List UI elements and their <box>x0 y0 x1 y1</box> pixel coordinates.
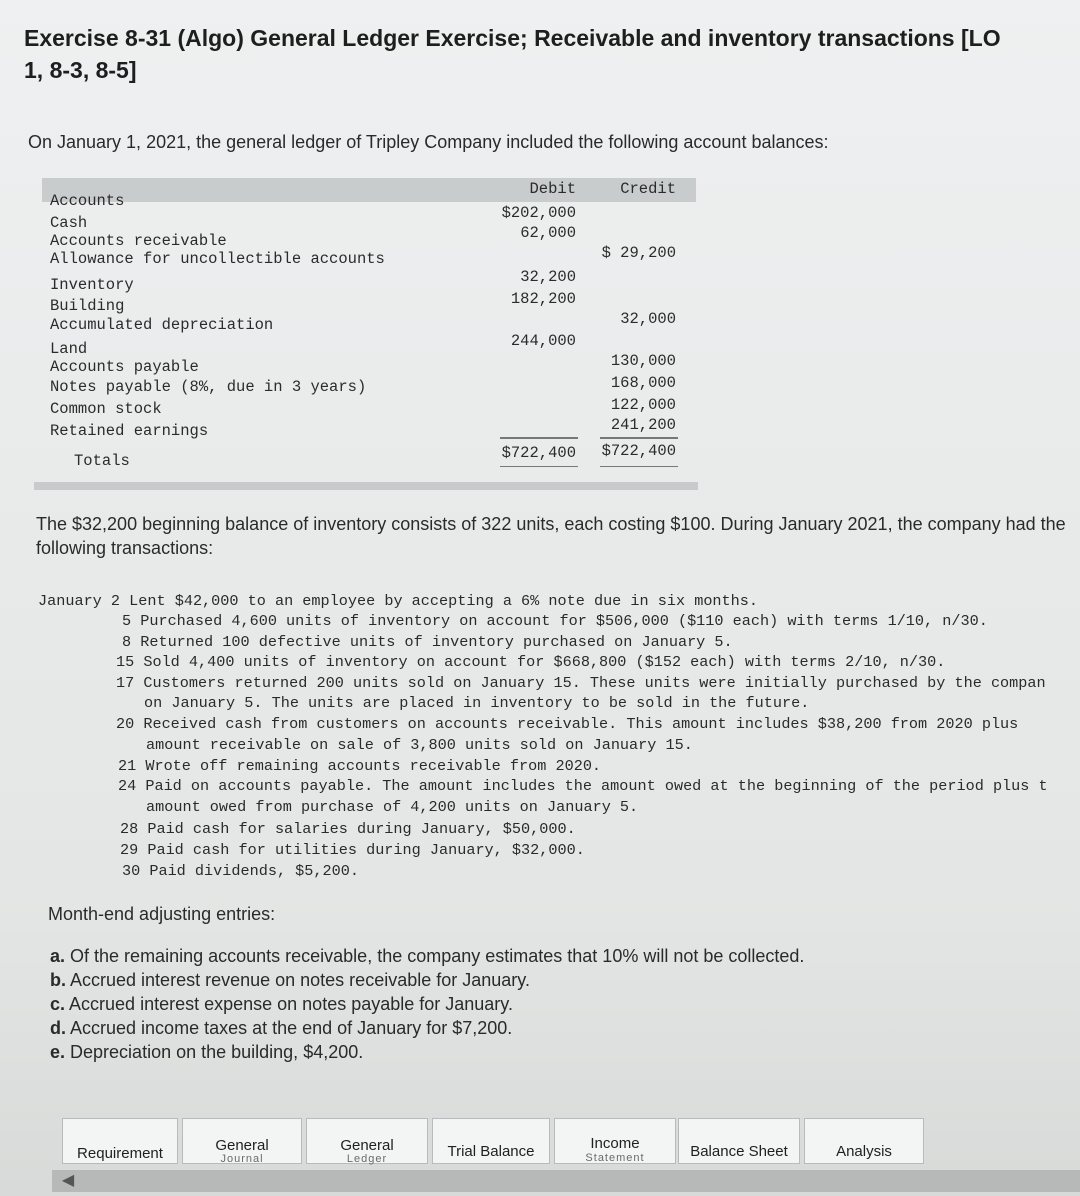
ledger-row-account: Retained earnings <box>50 422 209 440</box>
transaction-line: 5 Purchased 4,600 units of inventory on account for $506,000 ($110 each) with terms 1/10, n/30. <box>122 612 988 630</box>
transaction-line: 15 Sold 4,400 units of inventory on account for $668,800 ($152 each) with terms 2/10, n/30. <box>116 653 946 671</box>
adjusting-item-letter: c. <box>50 994 66 1014</box>
adjusting-item-text: Accrued interest revenue on notes receivable for January. <box>70 970 530 990</box>
tab-general-ledger[interactable] <box>306 1118 428 1164</box>
adjusting-item <box>50 1042 363 1063</box>
tab-general-journal[interactable] <box>182 1118 302 1164</box>
ledger-row-account: Accounts receivable <box>50 232 227 250</box>
tab-label: General <box>215 1137 269 1154</box>
transaction-line: 24 Paid on accounts payable. The amount includes the amount owed at the beginning of the period plus t <box>118 777 1048 795</box>
tab-label: General <box>340 1137 394 1154</box>
transactions-list <box>38 592 1080 884</box>
ledger-row-credit: 32,000 <box>620 310 676 328</box>
adjusting-item <box>50 946 804 967</box>
transaction-line: amount owed from purchase of 4,200 units on January 5. <box>146 798 639 816</box>
transaction-line: amount receivable on sale of 3,800 units sold on January 15. <box>146 736 693 754</box>
ledger-row-account: Land <box>50 340 88 358</box>
tab-label: Requirement <box>77 1145 163 1162</box>
adjusting-item-text: Accrued interest expense on notes payable for January. <box>69 994 513 1014</box>
ledger-row-credit: 241,200 <box>610 416 676 434</box>
adjusting-entries-title: Month-end adjusting entries: <box>48 904 276 924</box>
horizontal-scrollbar[interactable] <box>52 1170 1080 1192</box>
tab-label: Trial Balance <box>447 1143 535 1160</box>
intro-text: On January 1, 2021, the general ledger of Tripley Company included the following account balances: <box>28 132 829 152</box>
credit-total-rule <box>600 437 678 439</box>
tab-trial-balance[interactable] <box>432 1118 550 1164</box>
tab-sublabel: Ledger <box>346 1153 388 1165</box>
tab-analysis[interactable] <box>804 1118 924 1164</box>
adjusting-item-text: Accrued income taxes at the end of January for $7,200. <box>70 1018 513 1038</box>
tab-sublabel: Journal <box>220 1153 264 1165</box>
tab-label: Income <box>590 1135 640 1152</box>
credit-header: Credit <box>620 180 676 198</box>
transaction-line: on January 5. The units are placed in inventory to be sold in the future. <box>144 694 810 712</box>
debit-header: Debit <box>529 180 576 198</box>
tab-requirement[interactable] <box>62 1118 178 1164</box>
adjusting-item <box>50 994 513 1015</box>
ledger-footer-band <box>34 482 698 490</box>
ledger-row-account: Accounts payable <box>50 358 199 376</box>
adjusting-item-letter: b. <box>50 970 66 990</box>
ledger-row-credit: 168,000 <box>610 374 676 392</box>
chevron-left-icon[interactable]: ◀ <box>61 1172 75 1189</box>
debit-total-rule <box>500 437 578 439</box>
transaction-line: 28 Paid cash for salaries during January, $50,000. <box>120 820 576 838</box>
tab-label: Balance Sheet <box>690 1143 788 1160</box>
totals-debit: $722,400 <box>501 444 576 462</box>
ledger-row-debit: 182,200 <box>510 290 576 308</box>
ledger-row-debit: $202,000 <box>501 204 576 222</box>
adjusting-item-letter: e. <box>50 1042 66 1062</box>
ledger-table <box>34 176 698 490</box>
ledger-row-credit: $ 29,200 <box>601 244 676 262</box>
transaction-line: 17 Customers returned 200 units sold on January 15. These units were initially purchased by the compan <box>116 674 1046 692</box>
transaction-line: 21 Wrote off remaining accounts receivable from 2020. <box>118 757 602 775</box>
tab-bar <box>52 1118 932 1166</box>
ledger-row-account: Common stock <box>50 400 162 418</box>
transaction-line: 29 Paid cash for utilities during January, $32,000. <box>120 841 585 859</box>
ledger-row-credit: 130,000 <box>610 352 676 370</box>
ledger-row-debit: 32,200 <box>520 268 576 286</box>
transaction-line: 8 Returned 100 defective units of inventory purchased on January 5. <box>122 633 733 651</box>
totals-label: Totals <box>74 452 130 470</box>
inventory-note: The $32,200 beginning balance of inventory consists of 322 units, each costing $100. During January 2021, the company had the following transactions: <box>36 514 1066 558</box>
tab-sublabel: Statement <box>585 1152 645 1164</box>
adjusting-item-text: Of the remaining accounts receivable, the company estimates that 10% will not be collected. <box>70 946 805 966</box>
ledger-row-account: Allowance for uncollectible accounts <box>50 250 385 268</box>
credit-double-rule <box>600 466 678 467</box>
ledger-row-account: Inventory <box>50 276 134 294</box>
ledger-row-account: Building <box>50 297 125 315</box>
transaction-line: January 2 Lent $42,000 to an employee by accepting a 6% note due in six months. <box>38 592 759 610</box>
adjusting-item-letter: d. <box>50 1018 66 1038</box>
tab-label: Analysis <box>836 1143 892 1160</box>
tab-income-statement[interactable] <box>554 1118 676 1164</box>
ledger-row-account: Cash <box>50 214 88 232</box>
accounts-header: Accounts <box>50 192 125 210</box>
ledger-row-debit: 62,000 <box>520 224 576 242</box>
adjusting-item <box>50 1018 512 1039</box>
totals-credit: $722,400 <box>601 442 676 460</box>
exercise-title: Exercise 8-31 (Algo) General Ledger Exercise; Receivable and inventory transactions [LO 1, 8-3, 8-5] <box>24 25 1001 83</box>
ledger-row-account: Notes payable (8%, due in 3 years) <box>50 378 367 396</box>
transaction-line: 30 Paid dividends, $5,200. <box>122 862 359 880</box>
ledger-row-credit: 122,000 <box>610 396 676 414</box>
ledger-row-debit: 244,000 <box>510 332 576 350</box>
adjusting-item-text: Depreciation on the building, $4,200. <box>70 1042 364 1062</box>
adjusting-item-letter: a. <box>50 946 66 966</box>
debit-double-rule <box>500 466 578 467</box>
transaction-line: 20 Received cash from customers on accounts receivable. This amount includes $38,200 from 2020 plus <box>116 715 1019 733</box>
adjusting-item <box>50 970 530 991</box>
ledger-row-account: Accumulated depreciation <box>50 316 274 334</box>
tab-balance-sheet[interactable] <box>678 1118 800 1164</box>
